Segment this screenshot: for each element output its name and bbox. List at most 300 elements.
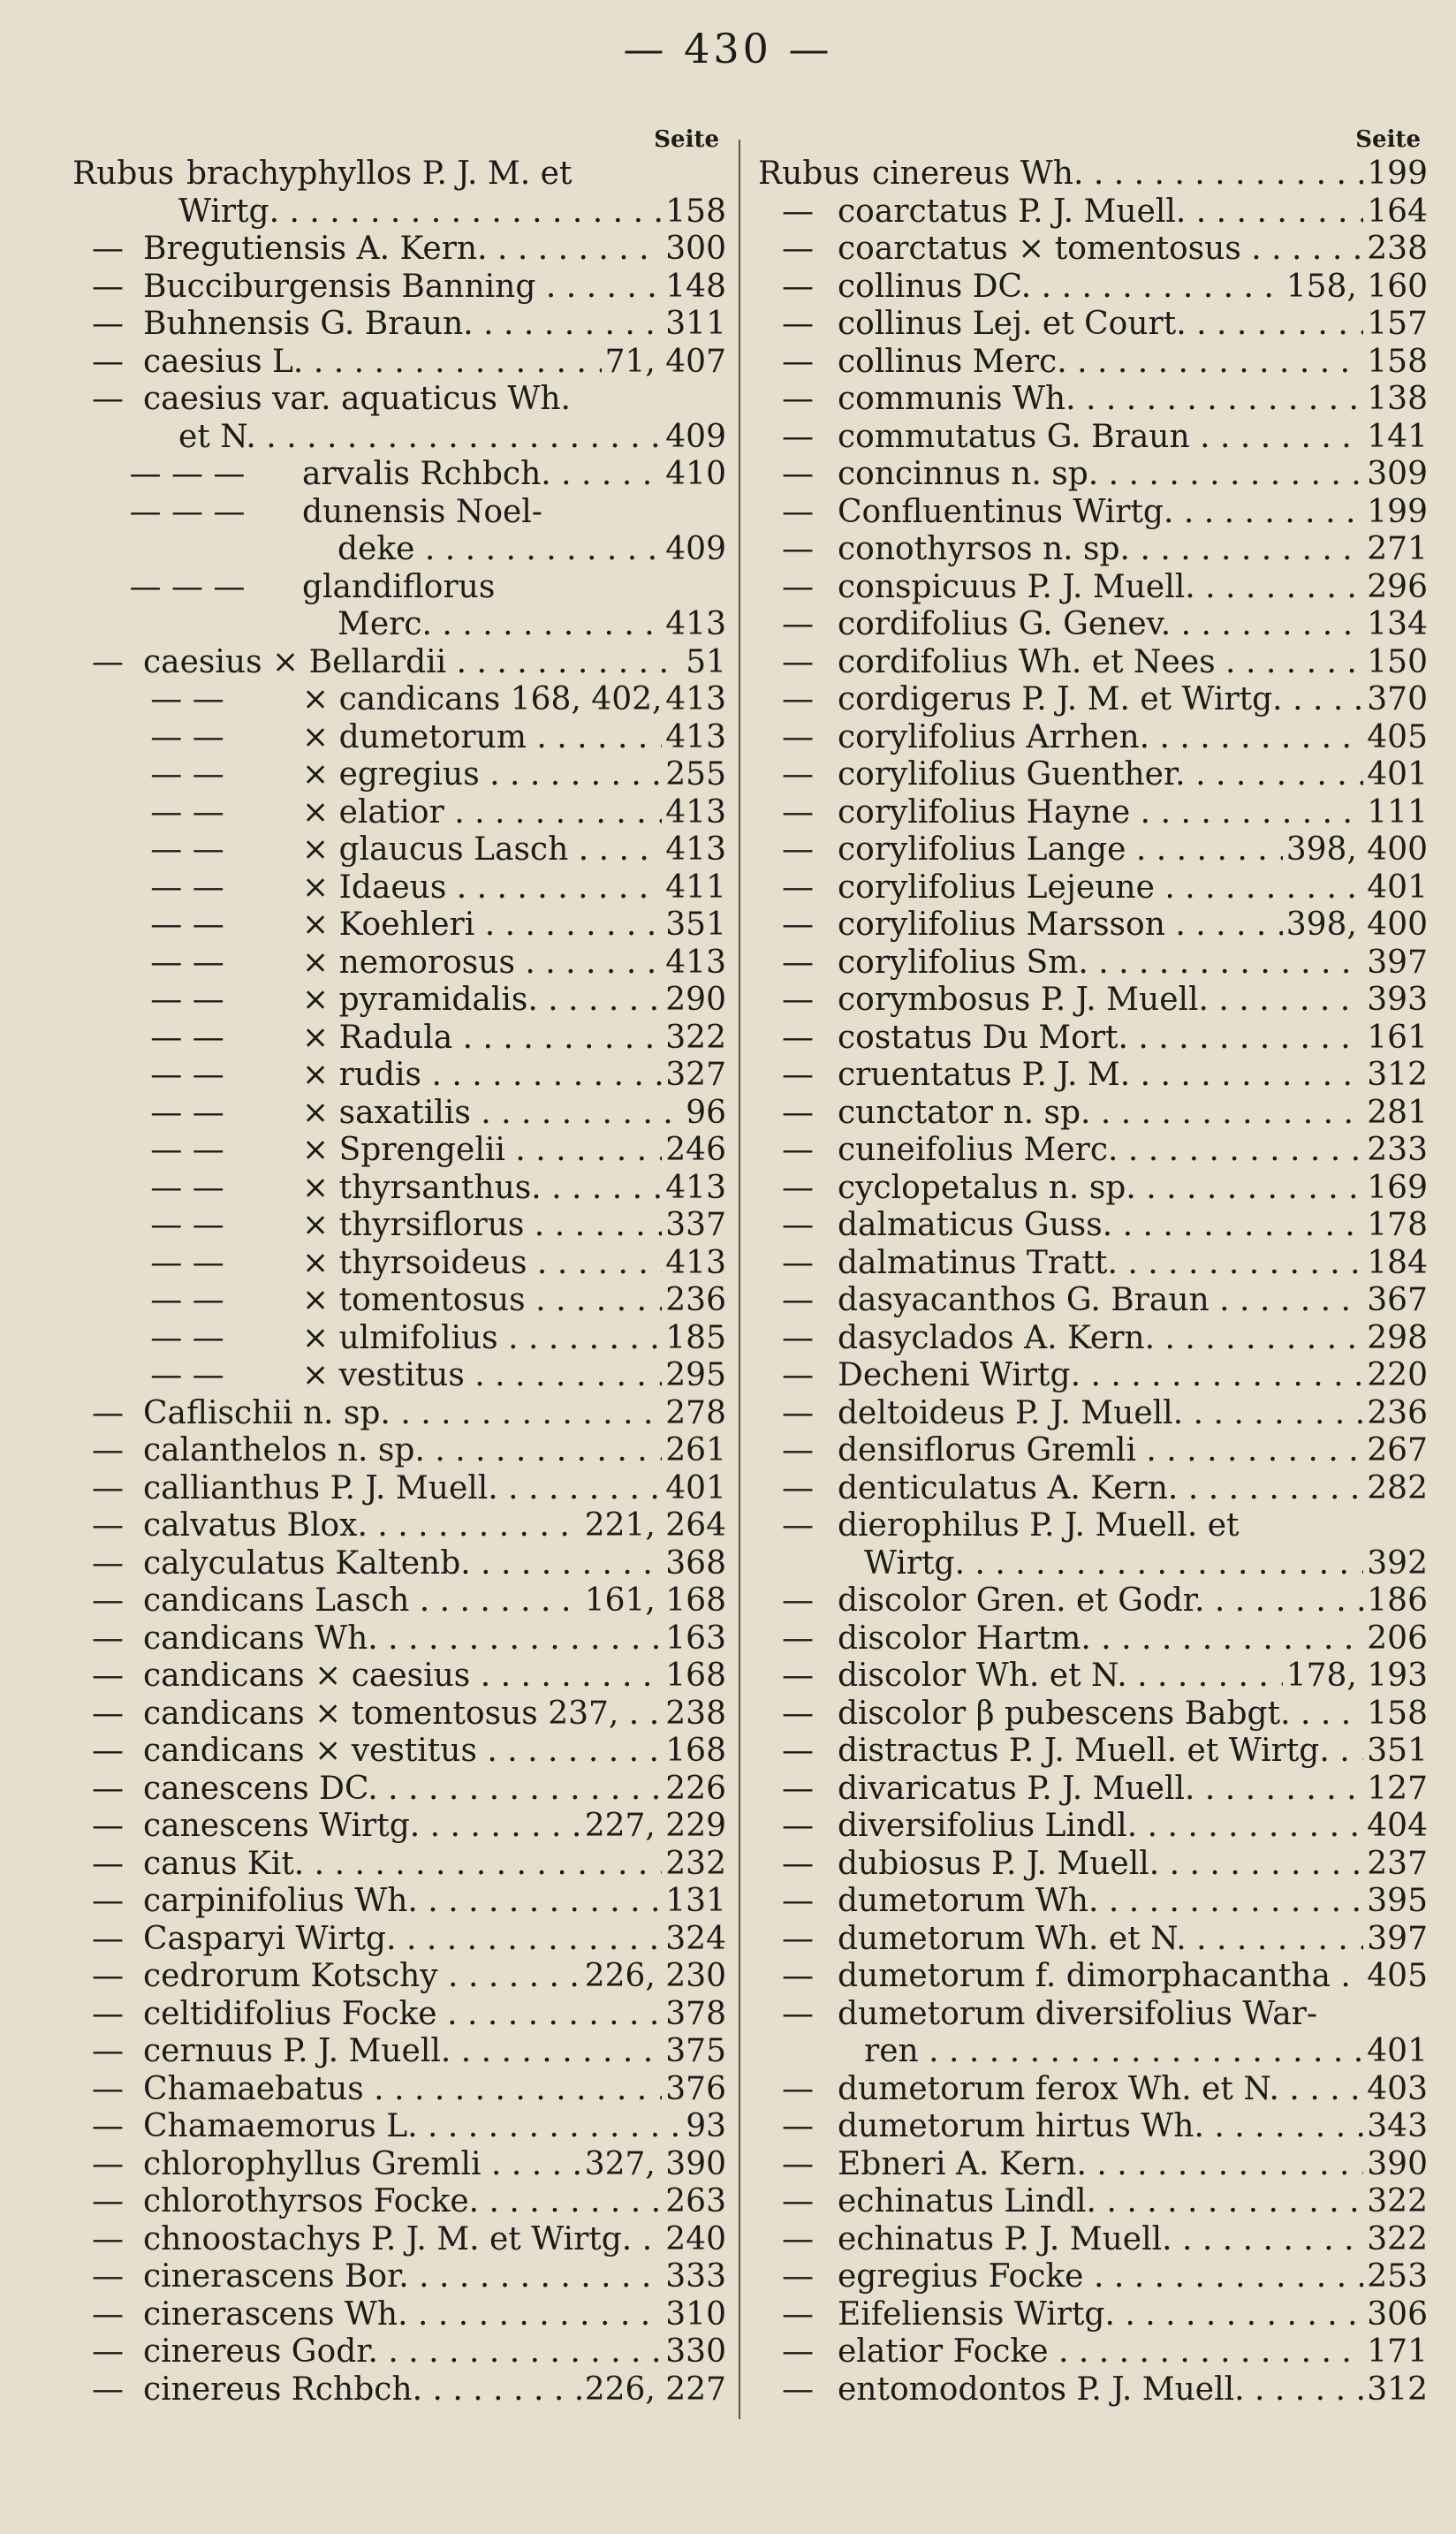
- entry-pages: 413: [665, 1169, 726, 1206]
- index-entry: [72, 681, 726, 719]
- entry-pages: 370: [1367, 681, 1428, 717]
- entry-name: × elatior . . .: [302, 794, 662, 832]
- entry-name: Wirtg. . . .: [864, 1545, 1363, 1583]
- index-entry: [758, 1470, 1428, 1508]
- index-entry: [72, 1658, 726, 1696]
- entry-pages: 158: [1367, 1695, 1428, 1732]
- entry-name: × dumetorum . . .: [302, 719, 662, 757]
- index-entry: [72, 831, 726, 869]
- entry-dash: —: [782, 1057, 814, 1093]
- entry-name: dierophilus P. J. Muell. et: [838, 1507, 1240, 1544]
- entry-dash: —: [782, 1432, 814, 1468]
- entry-dash: —: [92, 1770, 124, 1807]
- entry-name: Confluentinus Wirtg. . . .: [838, 494, 1363, 532]
- index-entry: [72, 1696, 726, 1734]
- entry-pages: 237: [1367, 1845, 1428, 1882]
- index-entry: [72, 1921, 726, 1959]
- index-entry: [758, 1958, 1428, 1996]
- entry-name: Bregutiensis A. Kern. . . .: [143, 231, 662, 269]
- entry-name: corylifolius Sm. . . .: [838, 945, 1363, 982]
- index-entry: [758, 1996, 1428, 2034]
- entry-pages: 238: [1367, 231, 1428, 267]
- entry-name: chnoostachys P. J. M. et Wirtg. . . .: [143, 2221, 662, 2259]
- entry-pages: 253: [1367, 2258, 1428, 2295]
- entry-pages: 236: [1367, 1394, 1428, 1431]
- entry-pages: 401: [1367, 756, 1428, 793]
- index-entry: [758, 2033, 1428, 2071]
- entry-pages: 300: [665, 231, 726, 267]
- entry-name: cinereus Wh. . . .: [872, 156, 1363, 193]
- entry-dash: —: [782, 2220, 814, 2257]
- entry-dash: —: [782, 343, 814, 380]
- entry-pages: 413: [665, 1244, 726, 1281]
- index-entry: [72, 1846, 726, 1884]
- entry-dash: —: [92, 343, 124, 380]
- entry-dash: —: [782, 306, 814, 342]
- entry-dash: —: [92, 1808, 124, 1844]
- entry-pages: 343: [1367, 2108, 1428, 2144]
- entry-name: coarctatus P. J. Muell. . . .: [838, 193, 1363, 231]
- index-entry: [758, 344, 1428, 382]
- entry-pages: 333: [665, 2258, 726, 2295]
- index-entry: [72, 531, 726, 569]
- index-entry: [72, 1207, 726, 1245]
- entry-dash: —: [92, 381, 124, 417]
- entry-pages: 413: [665, 831, 726, 868]
- entry-pages: 255: [665, 756, 726, 793]
- seite-header-right: Seite: [1355, 126, 1421, 153]
- entry-pages: 327: [665, 1057, 726, 1093]
- entry-name: × pyramidalis. . . .: [302, 982, 662, 1020]
- index-entry: [72, 2296, 726, 2334]
- entry-pages: 51: [686, 643, 726, 680]
- entry-pages: 278: [665, 1394, 726, 1431]
- entry-pages: 71, 407: [604, 343, 726, 380]
- entry-dash: —: [92, 2183, 124, 2219]
- entry-pages: 233: [1367, 1132, 1428, 1168]
- entry-name: Chamaemorus L. . . .: [143, 2108, 682, 2146]
- entry-dash: —: [92, 1883, 124, 1919]
- entry-pages: 397: [1367, 1920, 1428, 1957]
- entry-dash: —: [782, 493, 814, 530]
- index-entry: [72, 2108, 726, 2146]
- entry-pages: 375: [665, 2033, 726, 2069]
- index-entry: [72, 306, 726, 344]
- entry-dash: — — —: [129, 493, 246, 530]
- entry-name: et N. . . .: [178, 419, 662, 457]
- entry-dash: —: [782, 2295, 814, 2333]
- index-entry: [72, 344, 726, 382]
- entry-pages: 184: [1367, 1244, 1428, 1281]
- entry-name: discolor Wh. et N. . . .: [838, 1658, 1283, 1696]
- entry-dash: — —: [150, 1244, 224, 1281]
- entry-dash: —: [782, 193, 814, 230]
- entry-dash: —: [782, 869, 814, 906]
- entry-name: discolor Gren. et Godr. . . .: [838, 1582, 1363, 1620]
- index-entry: [72, 1357, 726, 1395]
- entry-pages: 409: [665, 418, 726, 455]
- entry-pages: 392: [1367, 1544, 1428, 1582]
- index-entry: [72, 1808, 726, 1846]
- entry-name: diversifolius Lindl. . . .: [838, 1808, 1363, 1846]
- entry-pages: 401: [1367, 2033, 1428, 2069]
- entry-name: × thyrsiflorus . . .: [302, 1207, 662, 1245]
- index-entry: [72, 1470, 726, 1508]
- entry-dash: — —: [150, 681, 224, 717]
- index-entry: [72, 456, 726, 494]
- entry-name: denticulatus A. Kern. . . .: [838, 1470, 1363, 1508]
- entry-pages: 405: [1367, 718, 1428, 755]
- entry-dash: —: [92, 1394, 124, 1431]
- entry-name: dubiosus P. J. Muell. . . .: [838, 1846, 1363, 1884]
- entry-pages: 351: [665, 907, 726, 943]
- entry-dash: —: [782, 1132, 814, 1168]
- entry-name: Eifeliensis Wirtg. . . .: [838, 2296, 1363, 2334]
- entry-dash: —: [782, 606, 814, 642]
- entry-dash: —: [92, 1544, 124, 1582]
- entry-name: cyclopetalus n. sp. . . .: [838, 1170, 1363, 1208]
- entry-pages: 413: [665, 944, 726, 981]
- entry-pages: 199: [1367, 156, 1428, 192]
- entry-name: candicans Wh. . . .: [143, 1620, 662, 1658]
- entry-dash: Rubus: [72, 156, 174, 192]
- entry-pages: 324: [665, 1920, 726, 1957]
- index-entry: [72, 1432, 726, 1470]
- entry-name: candicans Lasch . . .: [143, 1582, 581, 1620]
- entry-pages: 226, 230: [584, 1958, 726, 1994]
- entry-dash: —: [782, 456, 814, 492]
- entry-name: corymbosus P. J. Muell. . . .: [838, 982, 1363, 1020]
- entry-dash: —: [782, 1469, 814, 1506]
- entry-dash: —: [782, 756, 814, 793]
- index-entry: [72, 982, 726, 1020]
- entry-dash: —: [782, 1507, 814, 1544]
- entry-dash: —: [92, 2295, 124, 2333]
- index-entry: [758, 1620, 1428, 1658]
- entry-name: dumetorum Wh. et N. . . .: [838, 1921, 1363, 1959]
- entry-dash: —: [782, 1319, 814, 1356]
- entry-name: discolor Hartm. . . .: [838, 1620, 1363, 1658]
- entry-dash: —: [92, 268, 124, 305]
- entry-pages: 282: [1367, 1469, 1428, 1506]
- entry-dash: —: [782, 982, 814, 1018]
- entry-dash: —: [92, 2258, 124, 2295]
- entry-name: × vestitus . . .: [302, 1357, 662, 1395]
- entry-dash: —: [92, 1845, 124, 1882]
- entry-name: concinnus n. sp. . . .: [838, 456, 1363, 494]
- entry-name: dasyclados A. Kern. . . .: [838, 1320, 1363, 1358]
- entry-name: Ebneri A. Kern. . . .: [838, 2146, 1363, 2184]
- entry-name: chlorothyrsos Focke. . . .: [143, 2183, 662, 2221]
- entry-name: corylifolius Hayne . . .: [838, 794, 1363, 832]
- entry-name: dunensis Noel-: [302, 493, 542, 530]
- entry-name: canus Kit. . . .: [143, 1846, 662, 1884]
- entry-pages: 131: [665, 1883, 726, 1919]
- index-entry: [758, 1245, 1428, 1283]
- entry-pages: 93: [686, 2108, 726, 2144]
- index-entry: [72, 644, 726, 682]
- entry-dash: — —: [150, 1057, 224, 1093]
- entry-pages: 290: [665, 982, 726, 1018]
- entry-pages: 199: [1367, 493, 1428, 530]
- entry-dash: —: [782, 1958, 814, 1994]
- entry-dash: — — —: [129, 456, 246, 492]
- entry-dash: —: [92, 2220, 124, 2257]
- entry-name: × thyrsoideus . . .: [302, 1245, 662, 1283]
- entry-pages: 232: [665, 1845, 726, 1882]
- index-entry: [72, 1545, 726, 1583]
- index-entry: [758, 1808, 1428, 1846]
- entry-dash: —: [782, 1995, 814, 2032]
- entry-pages: 220: [1367, 1357, 1428, 1393]
- index-entry: [758, 193, 1428, 231]
- index-entry: [72, 756, 726, 794]
- index-entry: [72, 606, 726, 644]
- entry-dash: —: [782, 793, 814, 831]
- index-entry: [758, 1432, 1428, 1470]
- entry-name: collinus Merc. . . .: [838, 344, 1363, 382]
- index-entry: [758, 1696, 1428, 1734]
- left-entries: [72, 156, 726, 2409]
- entry-dash: — —: [150, 982, 224, 1018]
- entry-pages: 127: [1367, 1770, 1428, 1807]
- entry-dash: —: [92, 306, 124, 342]
- entry-pages: 111: [1367, 793, 1428, 831]
- entry-name: × Idaeus . . .: [302, 869, 662, 907]
- entry-pages: 376: [665, 2070, 726, 2107]
- index-entry: [72, 1582, 726, 1620]
- index-entry: [72, 1245, 726, 1283]
- index-entry: [758, 869, 1428, 907]
- entry-pages: 158: [1367, 343, 1428, 380]
- entry-dash: —: [92, 643, 124, 680]
- entry-name: cuneifolius Merc. . . .: [838, 1132, 1363, 1170]
- entry-name: cinerascens Bor. . . .: [143, 2258, 662, 2296]
- entry-name: × thyrsanthus. . . .: [302, 1170, 662, 1208]
- entry-pages: 158, 160: [1285, 268, 1428, 305]
- entry-name: × Koehleri . . .: [302, 907, 662, 945]
- index-entry: [72, 1507, 726, 1545]
- entry-dash: —: [782, 1019, 814, 1056]
- index-entry: [758, 1883, 1428, 1921]
- entry-pages: 186: [1367, 1582, 1428, 1619]
- entry-dash: — —: [150, 793, 224, 831]
- index-entry: [758, 1095, 1428, 1133]
- index-entry: [72, 907, 726, 945]
- entry-pages: 351: [1367, 1733, 1428, 1769]
- entry-pages: 413: [665, 681, 726, 717]
- index-entry: [72, 569, 726, 607]
- entry-dash: Rubus: [758, 156, 860, 192]
- entry-pages: 141: [1367, 418, 1428, 455]
- entry-name: egregius Focke . . .: [838, 2258, 1363, 2296]
- index-entry: [758, 2258, 1428, 2296]
- index-entry: [758, 681, 1428, 719]
- seite-header-left: Seite: [654, 126, 719, 153]
- entry-pages: 413: [665, 606, 726, 642]
- entry-name: entomodontos P. J. Muell. . . .: [838, 2371, 1363, 2409]
- index-entry: [758, 306, 1428, 344]
- index-entry: [758, 1921, 1428, 1959]
- entry-pages: 227, 229: [584, 1808, 726, 1844]
- entry-pages: 310: [665, 2295, 726, 2333]
- entry-dash: —: [782, 643, 814, 680]
- entry-pages: 398, 400: [1285, 907, 1428, 943]
- index-entry: [72, 1733, 726, 1771]
- index-entry: [72, 193, 726, 231]
- entry-name: calvatus Blox. . . .: [143, 1507, 581, 1545]
- entry-dash: —: [782, 268, 814, 305]
- entry-dash: —: [782, 944, 814, 981]
- entry-pages: 397: [1367, 944, 1428, 981]
- index-entry: [72, 2071, 726, 2109]
- entry-dash: —: [92, 231, 124, 267]
- entry-dash: —: [782, 1920, 814, 1957]
- entry-pages: 403: [1367, 2070, 1428, 2107]
- index-entry: [758, 1357, 1428, 1395]
- index-entry: [72, 2258, 726, 2296]
- entry-dash: —: [92, 1432, 124, 1468]
- entry-pages: 322: [665, 1019, 726, 1056]
- entry-dash: —: [92, 1695, 124, 1732]
- entry-pages: 221, 264: [584, 1507, 726, 1544]
- index-entry: [758, 1395, 1428, 1433]
- index-entry: [758, 2296, 1428, 2334]
- index-entry: [758, 2333, 1428, 2371]
- entry-name: deke . . .: [337, 531, 662, 569]
- entry-name: densiflorus Gremli . . .: [838, 1432, 1363, 1470]
- entry-name: conspicuus P. J. Muell. . . .: [838, 569, 1363, 607]
- entry-dash: —: [782, 1770, 814, 1807]
- index-entry: [758, 2371, 1428, 2409]
- index-entry: [758, 719, 1428, 757]
- entry-dash: —: [92, 1658, 124, 1694]
- entry-pages: 368: [665, 1544, 726, 1582]
- entry-pages: 398, 400: [1285, 831, 1428, 868]
- index-entry: [758, 1020, 1428, 1058]
- entry-pages: 330: [665, 2333, 726, 2370]
- entry-name: Chamaebatus . . .: [143, 2071, 662, 2109]
- entry-dash: —: [92, 1620, 124, 1657]
- entry-name: Wirtg. . . .: [178, 193, 662, 231]
- entry-dash: — —: [150, 756, 224, 793]
- entry-name: elatior Focke . . .: [838, 2333, 1363, 2371]
- entry-pages: 295: [665, 1357, 726, 1393]
- index-entry: [72, 945, 726, 982]
- entry-name: corylifolius Arrhen. . . .: [838, 719, 1363, 757]
- column-divider: [739, 140, 740, 2419]
- index-entry: [758, 1207, 1428, 1245]
- index-entry: [758, 945, 1428, 982]
- entry-name: × saxatilis . . .: [302, 1095, 682, 1133]
- entry-name: cordigerus P. J. M. et Wirtg. . . .: [838, 681, 1363, 719]
- index-entry: [72, 2033, 726, 2071]
- entry-name: × Sprengelii . . .: [302, 1132, 662, 1170]
- index-entry: [758, 531, 1428, 569]
- index-entry: [758, 156, 1428, 193]
- entry-name: corylifolius Lange . . .: [838, 831, 1283, 869]
- entry-dash: —: [782, 1169, 814, 1206]
- index-entry: [72, 1883, 726, 1921]
- entry-name: dasyacanthos G. Braun . . .: [838, 1282, 1363, 1320]
- entry-name: dalmatinus Tratt. . . .: [838, 1245, 1363, 1283]
- index-entry: [72, 2183, 726, 2221]
- entry-dash: —: [92, 2333, 124, 2370]
- entry-pages: 226: [665, 1770, 726, 1807]
- entry-name: caesius var. aquaticus Wh.: [143, 381, 571, 417]
- entry-pages: 309: [1367, 456, 1428, 492]
- page-number: — 430 —: [623, 25, 833, 72]
- index-entry: [758, 1733, 1428, 1771]
- entry-dash: —: [92, 2371, 124, 2408]
- entry-name: caesius × Bellardii . . .: [143, 644, 682, 682]
- entry-pages: 413: [665, 793, 726, 831]
- index-entry: [758, 1545, 1428, 1583]
- index-entry: [758, 1057, 1428, 1095]
- entry-name: deltoideus P. J. Muell. . . .: [838, 1395, 1363, 1433]
- index-entry: [758, 2146, 1428, 2184]
- index-entry: [758, 1771, 1428, 1809]
- entry-pages: 226, 227: [584, 2371, 726, 2408]
- entry-dash: —: [782, 1733, 814, 1769]
- index-entry: [758, 606, 1428, 644]
- entry-pages: 271: [1367, 531, 1428, 567]
- entry-name: Buhnensis G. Braun. . . .: [143, 306, 662, 344]
- entry-dash: — —: [150, 1019, 224, 1056]
- entry-dash: —: [782, 718, 814, 755]
- index-entry: [72, 1320, 726, 1358]
- entry-name: candicans × tomentosus 237, . . .: [143, 1696, 662, 1734]
- entry-name: callianthus P. J. Muell. . . .: [143, 1470, 662, 1508]
- entry-name: cinereus Rchbch. . . .: [143, 2371, 581, 2409]
- entry-name: distractus P. J. Muell. et Wirtg. . . .: [838, 1733, 1363, 1771]
- entry-pages: 96: [686, 1094, 726, 1131]
- entry-dash: —: [782, 1207, 814, 1243]
- entry-pages: 322: [1367, 2220, 1428, 2257]
- index-entry: [72, 719, 726, 757]
- index-entry: [72, 2371, 726, 2409]
- entry-pages: 178, 193: [1285, 1658, 1428, 1694]
- index-entry: [758, 1282, 1428, 1320]
- index-entry: [758, 831, 1428, 869]
- entry-name: glandiflorus: [302, 568, 496, 605]
- entry-dash: —: [782, 831, 814, 868]
- entry-dash: — —: [150, 718, 224, 755]
- entry-pages: 158: [665, 193, 726, 230]
- index-entry: [72, 1958, 726, 1996]
- index-entry: [72, 1020, 726, 1058]
- entry-pages: 134: [1367, 606, 1428, 642]
- index-entry: [72, 2333, 726, 2371]
- entry-dash: —: [782, 1883, 814, 1919]
- entry-dash: —: [92, 1507, 124, 1544]
- entry-pages: 161, 168: [584, 1582, 726, 1619]
- entry-name: canescens Wirtg. . . .: [143, 1808, 581, 1846]
- entry-name: cedrorum Kotschy . . .: [143, 1958, 581, 1996]
- entry-name: corylifolius Marsson . . .: [838, 907, 1283, 945]
- entry-pages: 327, 390: [584, 2145, 726, 2182]
- entry-pages: 409: [665, 531, 726, 567]
- entry-dash: — —: [150, 1357, 224, 1393]
- entry-name: collinus Lej. et Court. . . .: [838, 306, 1363, 344]
- entry-dash: — —: [150, 944, 224, 981]
- entry-dash: —: [92, 1958, 124, 1994]
- index-entry: [758, 1507, 1428, 1545]
- entry-dash: —: [782, 1244, 814, 1281]
- index-entry: [758, 456, 1428, 494]
- entry-pages: 322: [1367, 2183, 1428, 2219]
- entry-pages: 393: [1367, 982, 1428, 1018]
